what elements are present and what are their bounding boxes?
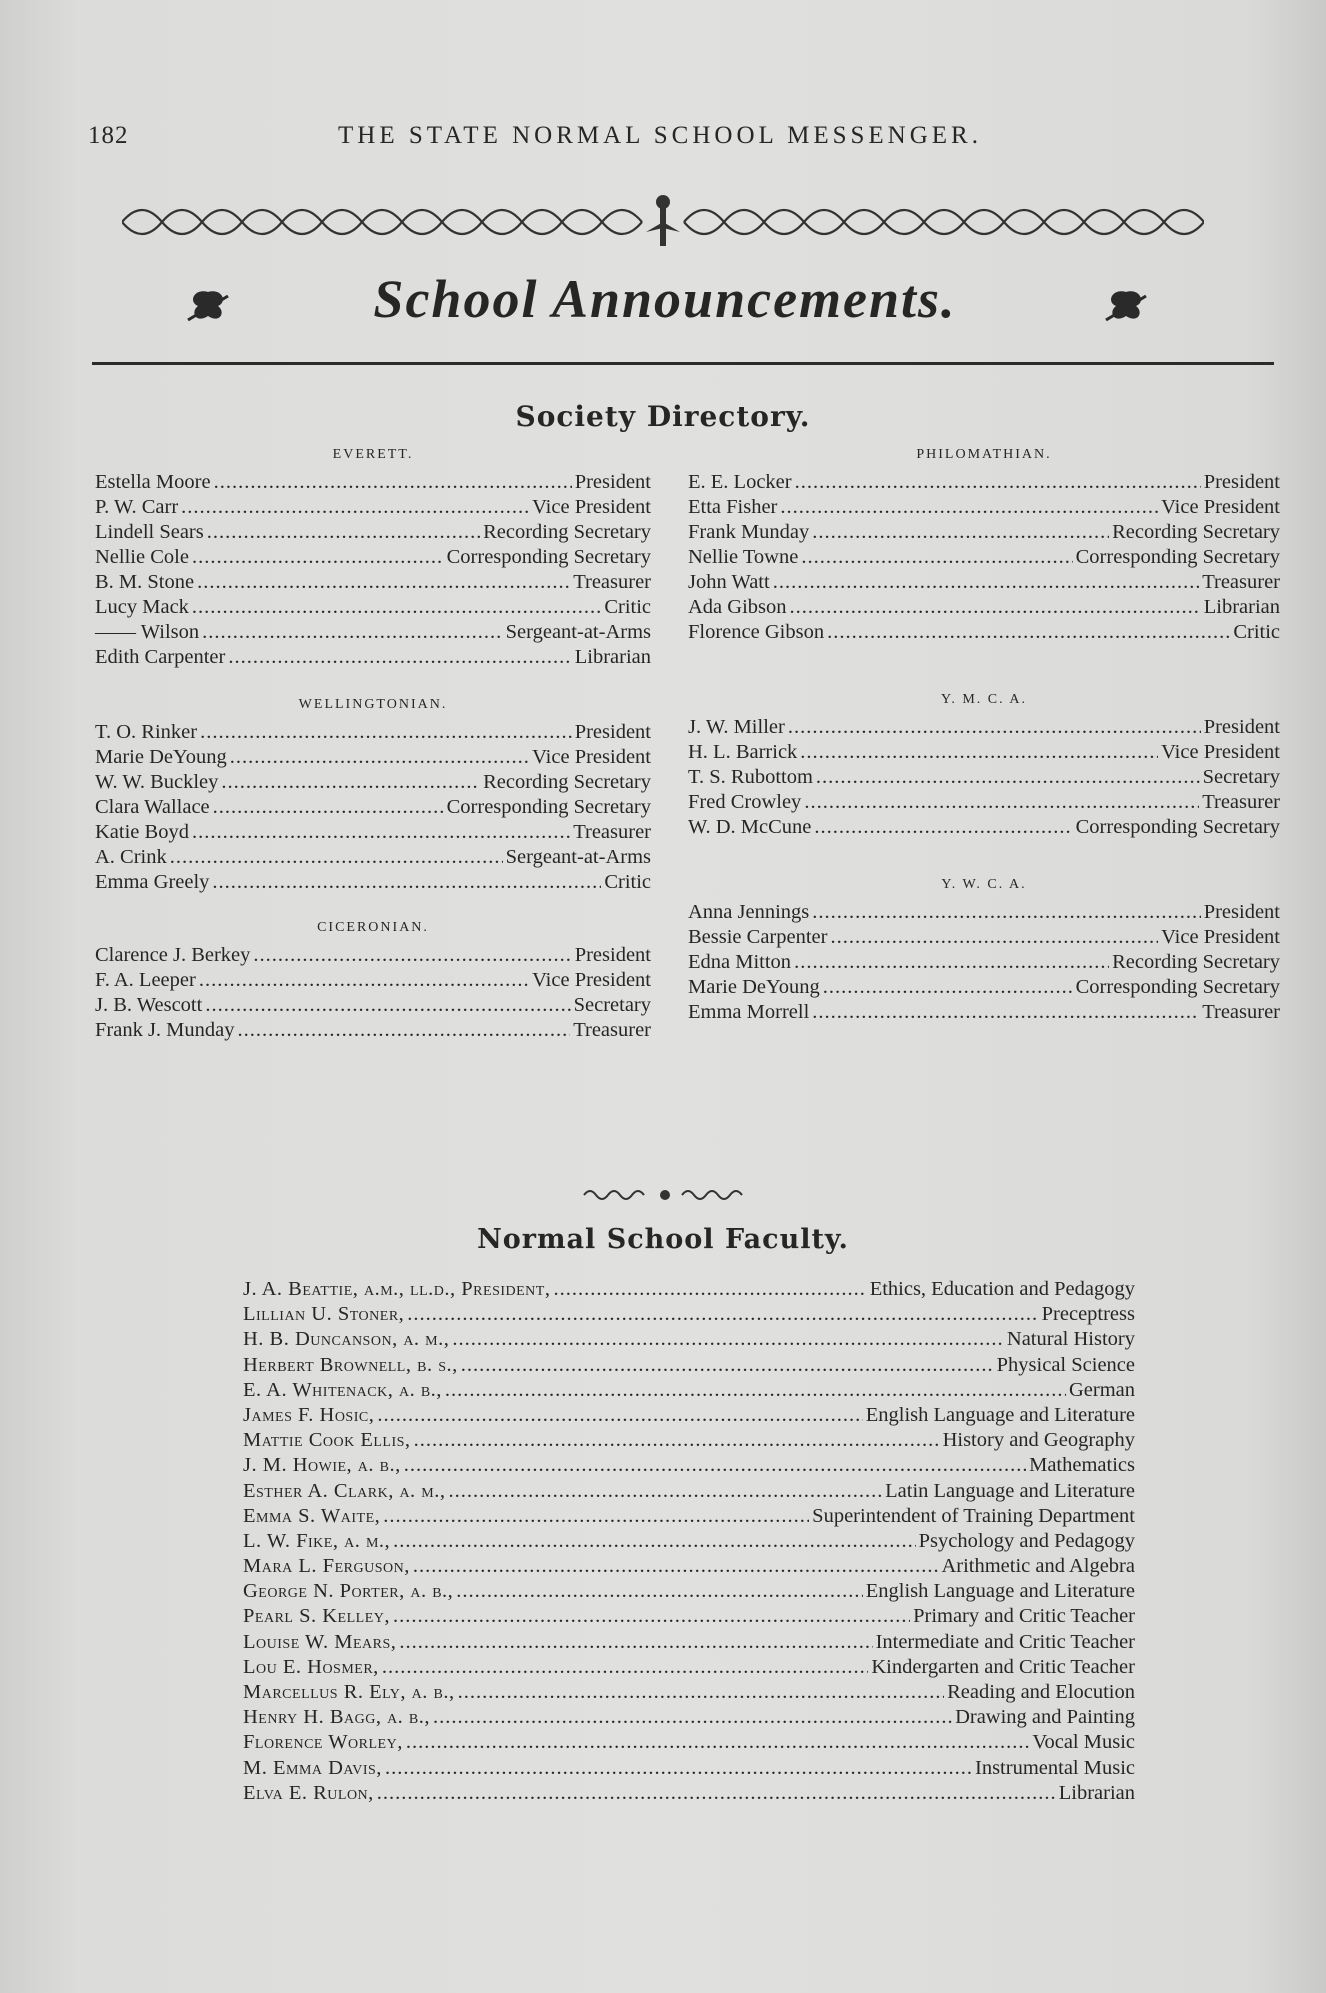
officer-role: Corresponding Secretary (1075, 816, 1280, 838)
officer-entry (95, 595, 651, 620)
society-name: EVERETT. (332, 447, 414, 462)
officer-entry (95, 495, 651, 520)
society-name: Y. W. C. A. (941, 877, 1027, 892)
officer-entry (688, 765, 1280, 790)
faculty-name: George N. Porter, a. b., (243, 1580, 454, 1603)
officer-role: Secretary (573, 994, 651, 1016)
society-right-column (688, 440, 1280, 1025)
officer-entry (95, 845, 651, 870)
officer-person: F. A. Leeper (95, 969, 196, 991)
society-left-column (95, 440, 651, 1043)
officer-entry (688, 950, 1280, 975)
officer-person: Frank J. Munday (95, 1019, 235, 1041)
officer-entry (688, 740, 1280, 765)
officer-entry (95, 545, 651, 570)
officer-entry (688, 900, 1280, 925)
officer-role: Treasurer (1202, 1001, 1280, 1023)
officer-entry (95, 795, 651, 820)
officer-person: W. W. Buckley (95, 771, 219, 793)
faculty-subject: Ethics, Education and Pedagogy (869, 1278, 1135, 1300)
officer-role: Vice President (1161, 926, 1280, 948)
faculty-subject: Drawing and Painting (955, 1706, 1135, 1729)
officer-role: Corresponding Secretary (1075, 976, 1280, 998)
officer-entry (95, 1018, 651, 1043)
faculty-member (243, 1327, 1135, 1352)
officer-person: P. W. Carr (95, 496, 179, 518)
officer-person: Emma Morrell (688, 1001, 810, 1023)
faculty-name: Florence Worley, (243, 1731, 403, 1754)
faculty-subject: Vocal Music (1032, 1731, 1135, 1754)
faculty-subject: Intermediate and Critic Teacher (875, 1630, 1135, 1653)
officer-entry (95, 968, 651, 993)
officer-entry (95, 520, 651, 545)
page-header (88, 122, 1258, 162)
officer-role: Recording Secretary (483, 521, 651, 543)
officer-person: W. D. McCune (688, 816, 812, 838)
officer-person: John Watt (688, 571, 770, 593)
faculty-member (243, 1479, 1135, 1504)
officer-role: President (1203, 716, 1280, 738)
officer-person: H. L. Barrick (688, 741, 798, 763)
officer-entry (688, 470, 1280, 495)
officer-role: Treasurer (1202, 571, 1280, 593)
officer-role: Corresponding Secretary (446, 546, 651, 568)
society-everett (95, 440, 651, 670)
officer-person: Marie DeYoung (688, 976, 820, 998)
faculty-name: Louise W. Mears, (243, 1630, 397, 1653)
officer-person: Clarence J. Berkey (95, 944, 251, 966)
faculty-name: Lillian U. Stoner, (243, 1303, 405, 1326)
faculty-member (243, 1529, 1135, 1554)
officer-person: Emma Greely (95, 871, 210, 893)
society-ymca (688, 685, 1280, 840)
officer-person: Nellie Towne (688, 546, 799, 568)
officer-role: Corresponding Secretary (446, 796, 651, 818)
faculty-subject: Instrumental Music (975, 1756, 1135, 1779)
faculty-subject: Primary and Critic Teacher (913, 1605, 1135, 1628)
society-ciceronian (95, 913, 651, 1043)
officer-entry (688, 975, 1280, 1000)
society-name: PHILOMATHIAN. (916, 447, 1052, 462)
officer-role: Recording Secretary (1112, 521, 1280, 543)
officer-role: Treasurer (573, 821, 651, 843)
officer-person: Edna Mitton (688, 951, 792, 973)
faculty-subject: Reading and Elocution (947, 1681, 1135, 1703)
officer-entry (95, 570, 651, 595)
faculty-subject: Librarian (1058, 1781, 1135, 1804)
officer-role: Vice President (532, 496, 651, 518)
faculty-member (243, 1730, 1135, 1755)
title-rule (92, 362, 1274, 365)
faculty-name: Lou E. Hosmer, (243, 1655, 379, 1678)
faculty-name: Emma S. Waite, (243, 1504, 381, 1527)
page-title: School Announcements. (373, 269, 957, 329)
officer-person: Clara Wallace (95, 796, 210, 818)
officer-person: Anna Jennings (688, 901, 810, 923)
officer-entry (688, 715, 1280, 740)
officer-role: President (574, 944, 651, 966)
officer-role: Librarian (574, 646, 651, 668)
officer-person: A. Crink (95, 846, 167, 868)
officer-role: Treasurer (1202, 791, 1280, 813)
officer-person: Florence Gibson (688, 621, 825, 643)
society-name: WELLINGTONIAN. (298, 697, 448, 712)
faculty-name: L. W. Fike, a. m., (243, 1529, 391, 1552)
faculty-subject: Natural History (1006, 1328, 1135, 1351)
society-philomathian (688, 440, 1280, 645)
officer-entry (688, 545, 1280, 570)
faculty-subject: Mathematics (1029, 1454, 1135, 1477)
officer-role: Recording Secretary (483, 771, 651, 793)
officer-role: President (574, 721, 651, 743)
faculty-subject: Kindergarten and Critic Teacher (871, 1655, 1135, 1678)
officer-role: Sergeant-at-Arms (505, 621, 651, 643)
faculty-member (243, 1705, 1135, 1730)
faculty-subject: English Language and Literature (865, 1580, 1135, 1603)
faculty-name: Henry H. Bagg, a. b., (243, 1706, 431, 1729)
faculty-member (243, 1453, 1135, 1478)
faculty-member (243, 1428, 1135, 1453)
officer-person: J. W. Miller (688, 716, 785, 738)
society-name: CICERONIAN. (317, 920, 429, 935)
faculty-member (243, 1781, 1135, 1806)
officer-role: Vice President (532, 746, 651, 768)
officer-person: Katie Boyd (95, 821, 189, 843)
faculty-subject: Superintendent of Training Department (812, 1504, 1135, 1527)
officer-entry (688, 1000, 1280, 1025)
officer-role: President (1203, 471, 1280, 493)
faculty-subject: German (1068, 1378, 1135, 1401)
officer-role: Secretary (1202, 766, 1280, 788)
officer-role: Treasurer (573, 571, 651, 593)
officer-person: Bessie Carpenter (688, 926, 828, 948)
leaf-border-ornament (122, 192, 1204, 252)
faculty-name: H. B. Duncanson, a. m., (243, 1328, 450, 1351)
section-divider-ornament (580, 1186, 750, 1204)
officer-role: Recording Secretary (1112, 951, 1280, 973)
officer-entry (95, 470, 651, 495)
society-directory-heading: Society Directory. (515, 400, 811, 433)
flourish-right-icon (1102, 286, 1150, 326)
faculty-name: Mara L. Ferguson, (243, 1555, 410, 1578)
officer-person: Marie DeYoung (95, 746, 227, 768)
officer-role: Critic (604, 596, 651, 618)
officer-person: Nellie Cole (95, 546, 189, 568)
faculty-member (243, 1302, 1135, 1327)
officer-role: Corresponding Secretary (1075, 546, 1280, 568)
officer-role: Critic (1233, 621, 1280, 643)
faculty-member (243, 1579, 1135, 1604)
officer-person: —— Wilson (95, 621, 200, 643)
faculty-member (243, 1504, 1135, 1529)
officer-entry (95, 645, 651, 670)
officer-role: Sergeant-at-Arms (505, 846, 651, 868)
faculty-name: Elva E. Rulon, (243, 1781, 374, 1804)
faculty-subject: Latin Language and Literature (885, 1479, 1135, 1502)
officer-person: Ada Gibson (688, 596, 787, 618)
faculty-subject: Preceptress (1041, 1303, 1135, 1326)
officer-entry (688, 495, 1280, 520)
faculty-member (243, 1353, 1135, 1378)
faculty-heading: Normal School Faculty. (477, 1224, 849, 1255)
officer-person: E. E. Locker (688, 471, 792, 493)
officer-entry (95, 943, 651, 968)
faculty-subject: Arithmetic and Algebra (941, 1555, 1135, 1578)
faculty-member (243, 1655, 1135, 1680)
faculty-subject: Psychology and Pedagogy (918, 1529, 1135, 1552)
faculty-name: E. A. Whitenack, a. b., (243, 1378, 442, 1401)
officer-entry (95, 993, 651, 1018)
faculty-name: Mattie Cook Ellis, (243, 1429, 411, 1452)
officer-entry (95, 720, 651, 745)
faculty-member (243, 1604, 1135, 1629)
faculty-member (243, 1277, 1135, 1302)
officer-role: Treasurer (573, 1019, 651, 1041)
officer-person: Frank Munday (688, 521, 810, 543)
officer-entry (688, 790, 1280, 815)
society-name: Y. M. C. A. (941, 692, 1027, 707)
officer-role: President (574, 471, 651, 493)
officer-role: Vice President (532, 969, 651, 991)
faculty-name: J. M. Howie, a. b., (243, 1454, 401, 1477)
officer-entry (95, 745, 651, 770)
faculty-member (243, 1756, 1135, 1781)
officer-role: Librarian (1203, 596, 1280, 618)
faculty-member (243, 1680, 1135, 1705)
officer-person: Lucy Mack (95, 596, 189, 618)
faculty-subject: Physical Science (996, 1353, 1135, 1376)
officer-entry (95, 870, 651, 895)
faculty-list (243, 1277, 1135, 1806)
faculty-member (243, 1630, 1135, 1655)
faculty-subject: English Language and Literature (865, 1403, 1135, 1426)
officer-role: Vice President (1161, 496, 1280, 518)
officer-person: Estella Moore (95, 471, 211, 493)
officer-person: T. S. Rubottom (688, 766, 813, 788)
society-ywca (688, 870, 1280, 1025)
officer-role: President (1203, 901, 1280, 923)
officer-entry (95, 820, 651, 845)
faculty-member (243, 1403, 1135, 1428)
faculty-member (243, 1378, 1135, 1403)
officer-person: Fred Crowley (688, 791, 802, 813)
officer-entry (688, 520, 1280, 545)
officer-person: Edith Carpenter (95, 646, 226, 668)
officer-entry (95, 770, 651, 795)
officer-person: Lindell Sears (95, 521, 204, 543)
faculty-subject: History and Geography (942, 1429, 1135, 1452)
faculty-member (243, 1554, 1135, 1579)
society-wellingtonian (95, 690, 651, 895)
officer-entry (688, 620, 1280, 645)
faculty-name: Herbert Brownell, b. s., (243, 1353, 458, 1376)
officer-person: B. M. Stone (95, 571, 195, 593)
officer-person: T. O. Rinker (95, 721, 198, 743)
faculty-name: Pearl S. Kelley, (243, 1605, 390, 1628)
faculty-name: J. A. Beattie, a.m., ll.d., President, (243, 1278, 551, 1300)
officer-entry (688, 570, 1280, 595)
officer-entry (95, 620, 651, 645)
faculty-name: Marcellus R. Ely, a. b., (243, 1681, 455, 1703)
faculty-name: Esther A. Clark, a. m., (243, 1479, 446, 1502)
officer-entry (688, 925, 1280, 950)
running-title: THE STATE NORMAL SCHOOL MESSENGER. (338, 122, 982, 149)
page-number: 182 (88, 122, 129, 149)
officer-role: Vice President (1161, 741, 1280, 763)
officer-person: J. B. Wescott (95, 994, 203, 1016)
officer-entry (688, 815, 1280, 840)
officer-person: Etta Fisher (688, 496, 778, 518)
faculty-name: M. Emma Davis, (243, 1756, 382, 1779)
faculty-name: James F. Hosic, (243, 1403, 375, 1426)
officer-entry (688, 595, 1280, 620)
officer-role: Critic (604, 871, 651, 893)
